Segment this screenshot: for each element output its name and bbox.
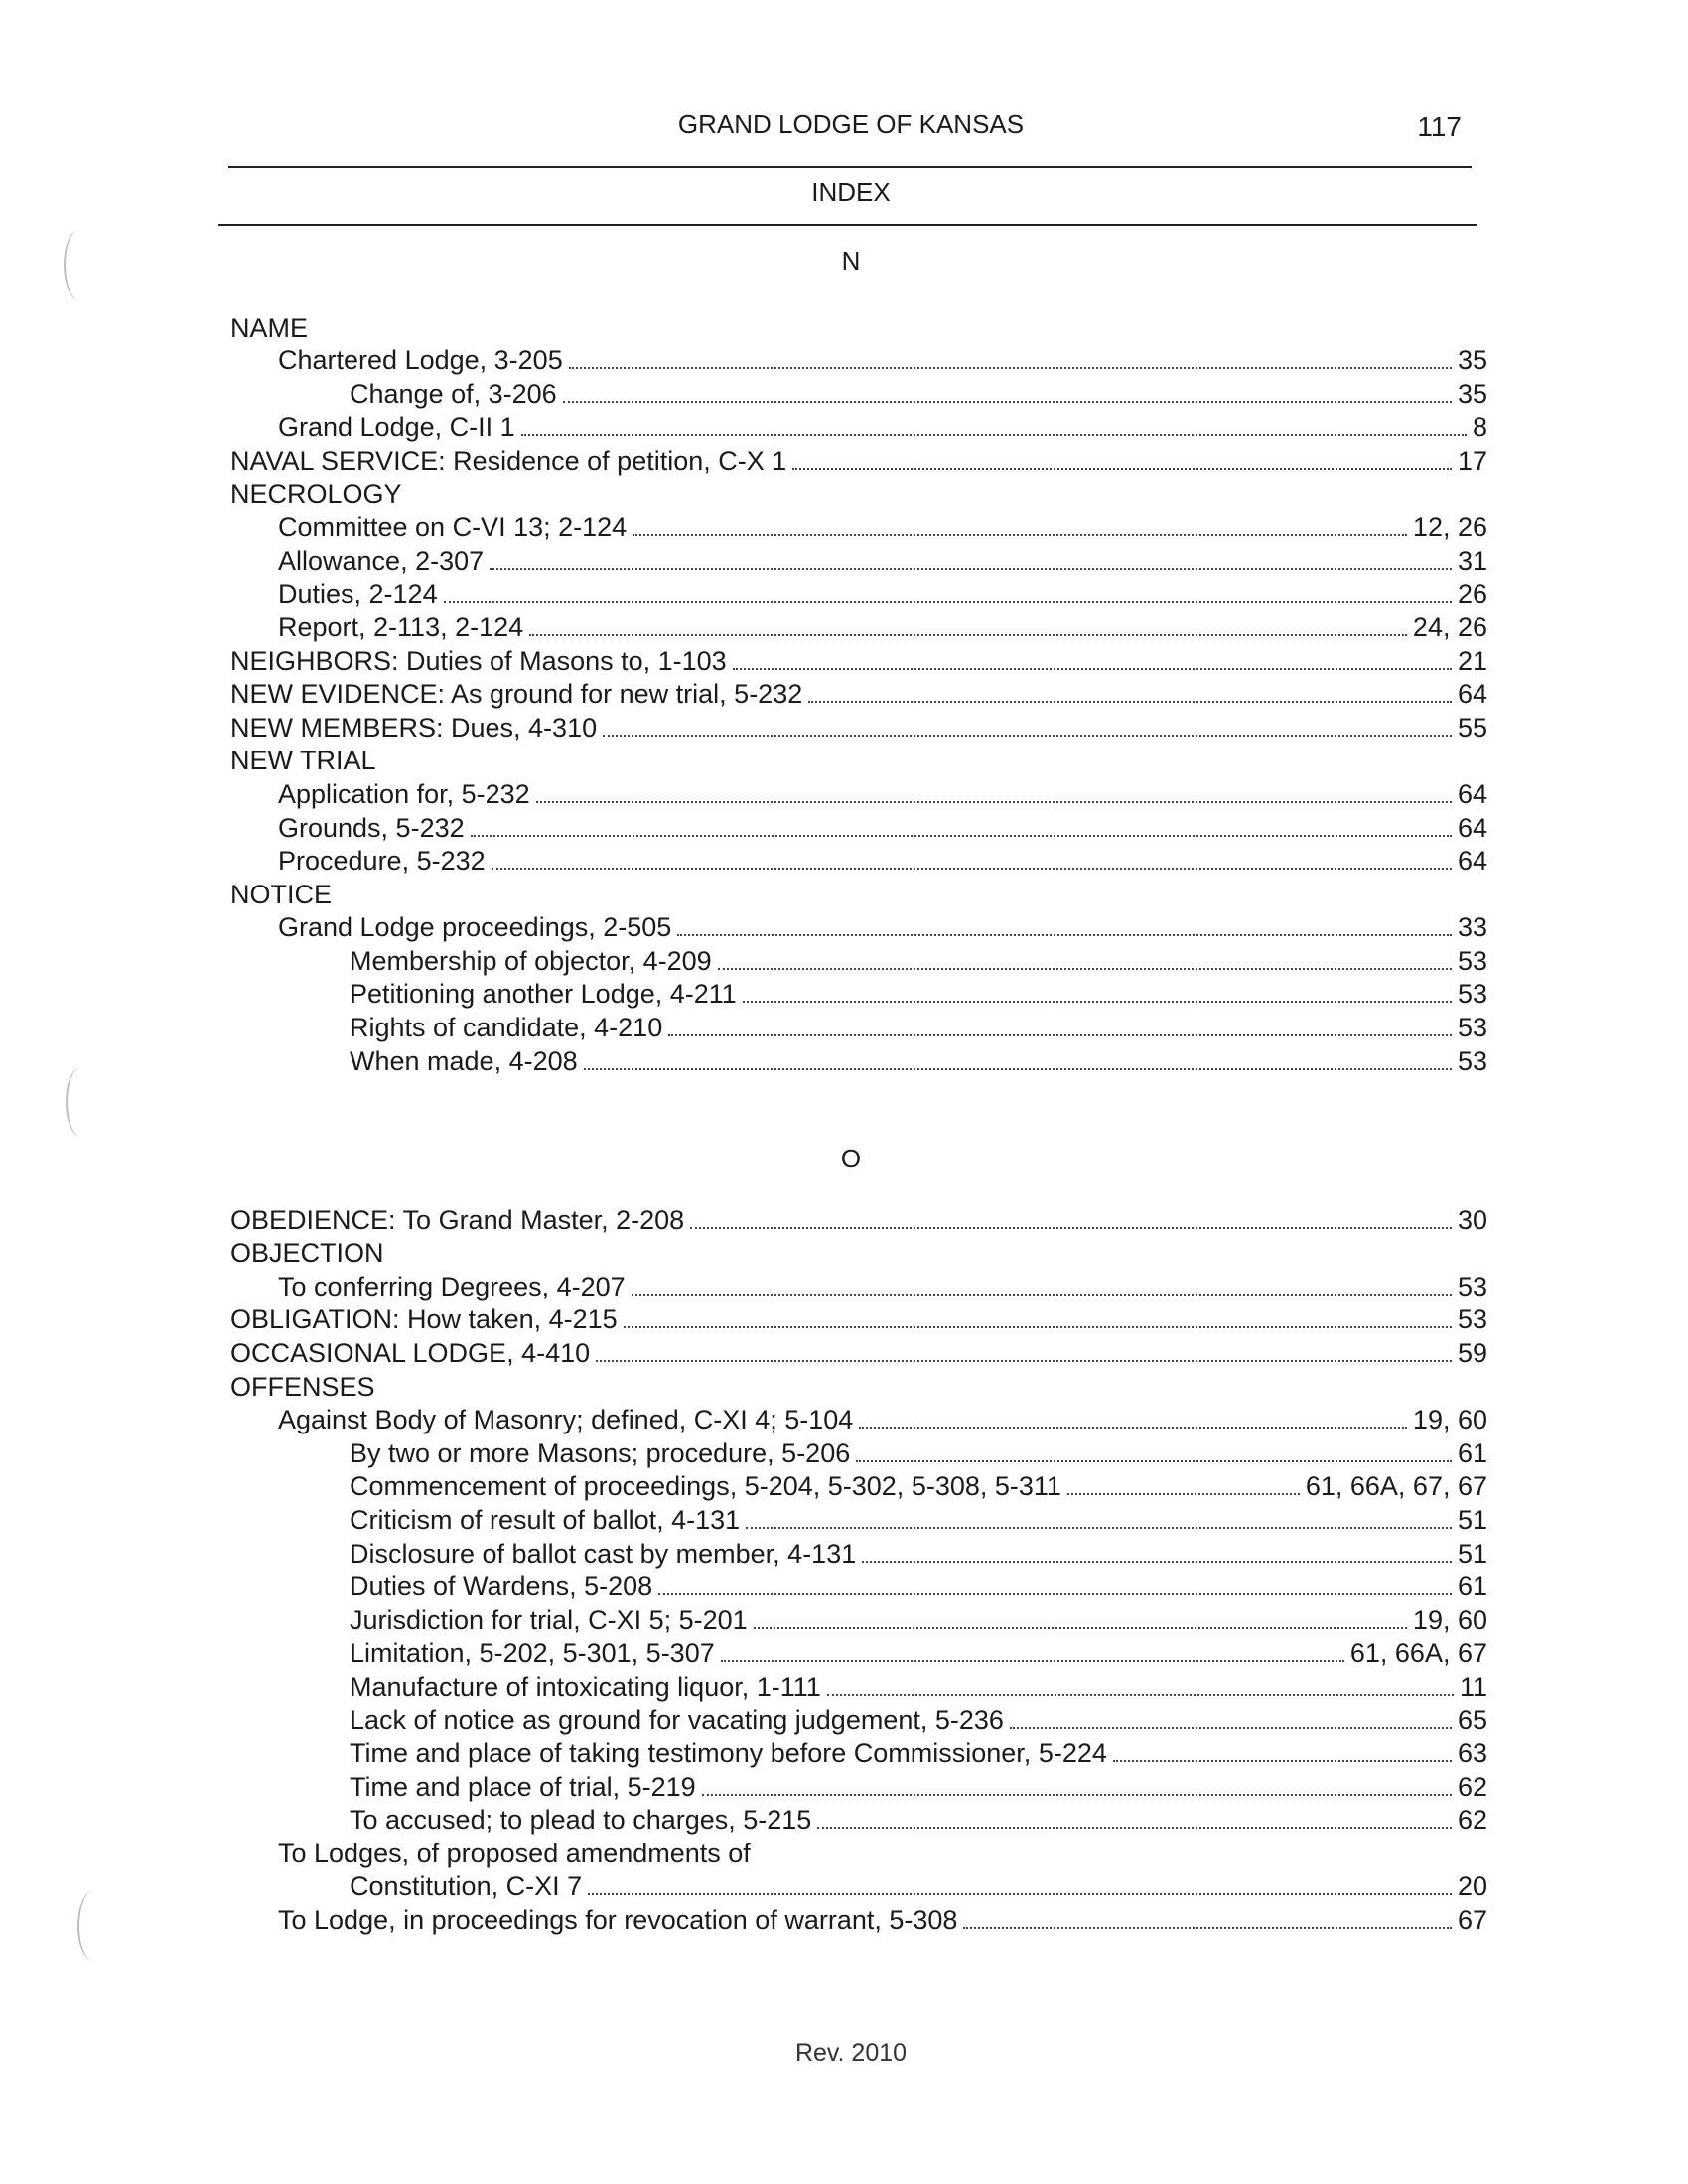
dot-leader <box>563 401 1452 403</box>
index-entry-pages: 53 <box>1457 945 1487 976</box>
index-entry-pages: 63 <box>1457 1738 1487 1769</box>
index-entry <box>230 678 1487 712</box>
index-entry-text: NAVAL SERVICE: Residence of petition, C-X 1 <box>230 445 787 476</box>
index-entry <box>230 1670 1487 1704</box>
index-entry-text: Disclosure of ballot cast by member, 4-131 <box>350 1538 857 1569</box>
index-entry-text: Change of, 3-206 <box>350 378 557 409</box>
dot-leader <box>733 668 1452 670</box>
index-entry <box>230 644 1487 678</box>
revision-footer: Rev. 2010 <box>794 2039 908 2067</box>
index-entry-pages: 59 <box>1457 1337 1487 1368</box>
dot-leader <box>529 634 1407 636</box>
index-entry-text: OCCASIONAL LODGE, 4-410 <box>230 1337 591 1368</box>
index-entry-pages: 64 <box>1457 679 1487 710</box>
index-entry-text: Petitioning another Lodge, 4-211 <box>350 979 737 1010</box>
index-entry-text: Against Body of Masonry; defined, C-XI 4; 5-104 <box>278 1405 854 1435</box>
index-entry <box>230 1870 1487 1904</box>
dot-leader <box>817 1827 1452 1829</box>
index-entry-text: OBEDIENCE: To Grand Master, 2-208 <box>230 1204 685 1235</box>
index-entry <box>230 578 1487 612</box>
index-entry-pages: 53 <box>1457 979 1487 1010</box>
index-entry-text: Limitation, 5-202, 5-301, 5-307 <box>350 1638 715 1669</box>
dot-leader <box>963 1927 1452 1929</box>
index-entry <box>230 944 1487 978</box>
index-entry-text: To conferring Degrees, 4-207 <box>278 1271 626 1301</box>
index-rule <box>218 224 1477 226</box>
index-entry-text: OFFENSES <box>230 1371 375 1402</box>
index-entry <box>230 1837 1487 1870</box>
index-entry-pages: 31 <box>1457 545 1487 576</box>
index-entry-text: Membership of objector, 4-209 <box>350 945 712 976</box>
dot-leader <box>588 1893 1452 1895</box>
dot-leader <box>603 735 1452 737</box>
index-entry <box>230 1470 1487 1504</box>
index-entry-text: Committee on C-VI 13; 2-124 <box>278 512 628 543</box>
index-entry-pages: 11 <box>1459 1671 1487 1702</box>
index-entry-pages: 8 <box>1472 412 1487 443</box>
dot-leader <box>632 1294 1452 1296</box>
index-entry-pages: 19, 60 <box>1412 1405 1487 1435</box>
index-entry-pages: 53 <box>1457 1271 1487 1301</box>
dot-leader <box>808 701 1452 703</box>
index-entry <box>230 444 1487 478</box>
index-entry <box>230 777 1487 811</box>
index-entry-text: NAME <box>230 312 309 342</box>
index-entry <box>230 1603 1487 1637</box>
header-rule <box>228 166 1472 168</box>
index-entry-pages: 61 <box>1457 1571 1487 1602</box>
dot-leader <box>862 1561 1452 1563</box>
index-entry-text: OBLIGATION: How taken, 4-215 <box>230 1304 618 1335</box>
index-entry-pages: 61, 66A, 67, 67 <box>1305 1471 1487 1502</box>
index-entry-text: Lack of notice as ground for vacating judgement, 5-236 <box>350 1705 1004 1735</box>
dot-leader <box>827 1694 1454 1696</box>
index-entry <box>230 1804 1487 1838</box>
dot-leader <box>633 534 1407 536</box>
index-entry-text: Allowance, 2-307 <box>278 545 485 576</box>
punch-hole-shadow <box>77 1891 109 1961</box>
dot-leader <box>471 835 1452 837</box>
index-entry-pages: 64 <box>1457 778 1487 809</box>
index-entry-text: Time and place of taking testimony before Commissioner, 5-224 <box>350 1738 1107 1769</box>
index-entry <box>230 311 1487 344</box>
index-entry-pages: 51 <box>1457 1504 1487 1535</box>
index-entry <box>230 1203 1487 1237</box>
dot-leader <box>856 1460 1452 1462</box>
index-entry <box>230 511 1487 545</box>
index-entry-pages: 21 <box>1457 645 1487 676</box>
index-entry-pages: 65 <box>1457 1705 1487 1735</box>
index-entry <box>230 1770 1487 1804</box>
index-entry-text: When made, 4-208 <box>350 1045 578 1076</box>
index-entry-pages: 30 <box>1457 1204 1487 1235</box>
index-entry-text: NEIGHBORS: Duties of Masons to, 1-103 <box>230 645 727 676</box>
index-section-n <box>230 311 1487 1078</box>
index-entry <box>230 1737 1487 1771</box>
index-entry-pages: 55 <box>1457 712 1487 743</box>
index-entry <box>230 1303 1487 1337</box>
punch-hole-shadow <box>64 230 95 300</box>
dot-leader <box>1067 1493 1300 1495</box>
index-entry-text: Time and place of trial, 5-219 <box>350 1771 696 1802</box>
index-entry-pages: 53 <box>1457 1013 1487 1043</box>
index-entry-pages: 62 <box>1457 1805 1487 1836</box>
index-entry-text: OBJECTION <box>230 1238 384 1269</box>
dot-leader <box>718 968 1452 970</box>
index-entry <box>230 1370 1487 1404</box>
index-entry-pages: 17 <box>1457 445 1487 476</box>
dot-leader <box>677 934 1452 936</box>
index-entry-pages: 64 <box>1457 846 1487 877</box>
index-entry <box>230 811 1487 845</box>
index-entry-text: To Lodge, in proceedings for revocation of warrant, 5-308 <box>278 1905 958 1936</box>
index-entry <box>230 1704 1487 1737</box>
index-entry-text: Commencement of proceedings, 5-204, 5-302, 5-308, 5-311 <box>350 1471 1061 1502</box>
index-entry <box>230 1570 1487 1604</box>
section-letter-o: O <box>840 1144 862 1173</box>
index-entry-text: Chartered Lodge, 3-205 <box>278 345 563 376</box>
index-section-o <box>230 1203 1487 1937</box>
index-entry-text: To accused; to plead to charges, 5-215 <box>350 1805 812 1836</box>
index-entry <box>230 611 1487 644</box>
dot-leader <box>536 801 1452 803</box>
index-entry <box>230 845 1487 879</box>
index-entry-text: Rights of candidate, 4-210 <box>350 1013 663 1043</box>
dot-leader <box>746 1527 1452 1529</box>
dot-leader <box>596 1360 1452 1362</box>
index-entry <box>230 544 1487 578</box>
index-entry <box>230 411 1487 445</box>
index-entry <box>230 1436 1487 1470</box>
index-entry-pages: 61, 66A, 67 <box>1349 1638 1487 1669</box>
index-entry-text: Procedure, 5-232 <box>278 846 486 877</box>
dot-leader <box>490 568 1452 570</box>
dot-leader <box>521 434 1467 436</box>
section-letter-n: N <box>841 246 861 276</box>
index-entry <box>230 1270 1487 1303</box>
index-entry-text: Constitution, C-XI 7 <box>350 1871 583 1902</box>
dot-leader <box>792 468 1452 470</box>
dot-leader <box>690 1227 1452 1229</box>
index-entry-text: Grounds, 5-232 <box>278 812 465 843</box>
index-entry-text: NEW EVIDENCE: As ground for new trial, 5-232 <box>230 679 803 710</box>
dot-leader <box>1113 1760 1452 1762</box>
page-header <box>230 107 1472 147</box>
index-entry-text: By two or more Masons; procedure, 5-206 <box>350 1437 851 1468</box>
index-entry-text: NECROLOGY <box>230 478 402 509</box>
index-entry <box>230 711 1487 745</box>
index-entry <box>230 1537 1487 1570</box>
dot-leader <box>1010 1727 1452 1729</box>
index-entry <box>230 1237 1487 1271</box>
index-entry <box>230 978 1487 1012</box>
index-entry-pages: 12, 26 <box>1412 512 1487 543</box>
index-entry-pages: 35 <box>1457 345 1487 376</box>
index-entry <box>230 1336 1487 1370</box>
index-entry-pages: 33 <box>1457 912 1487 943</box>
index-title: INDEX <box>811 177 891 206</box>
index-entry-text: Duties of Wardens, 5-208 <box>350 1571 653 1602</box>
index-entry <box>230 1637 1487 1671</box>
index-entry-pages: 51 <box>1457 1538 1487 1569</box>
index-entry-pages: 24, 26 <box>1412 612 1487 642</box>
index-entry-pages: 26 <box>1457 579 1487 610</box>
index-entry-text: Grand Lodge, C-II 1 <box>278 412 515 443</box>
index-entry-text: Jurisdiction for trial, C-XI 5; 5-201 <box>350 1604 748 1635</box>
index-entry <box>230 478 1487 511</box>
index-entry-text: Duties, 2-124 <box>278 579 438 610</box>
index-entry-text: NEW TRIAL <box>230 746 376 776</box>
dot-leader <box>658 1593 1452 1595</box>
index-entry-pages: 53 <box>1457 1045 1487 1076</box>
dot-leader <box>859 1427 1407 1429</box>
dot-leader <box>668 1034 1452 1036</box>
index-entry-pages: 64 <box>1457 812 1487 843</box>
dot-leader <box>492 868 1452 870</box>
index-entry <box>230 911 1487 945</box>
dot-leader <box>569 367 1452 369</box>
index-entry <box>230 344 1487 378</box>
index-entry-pages: 35 <box>1457 378 1487 409</box>
index-entry-pages: 61 <box>1457 1437 1487 1468</box>
index-entry-pages: 53 <box>1457 1304 1487 1335</box>
index-entry <box>230 878 1487 911</box>
index-entry-text: NEW MEMBERS: Dues, 4-310 <box>230 712 598 743</box>
dot-leader <box>702 1794 1452 1796</box>
dot-leader <box>624 1326 1452 1328</box>
index-entry <box>230 1503 1487 1537</box>
index-entry-text: Application for, 5-232 <box>278 778 530 809</box>
index-entry-text: Criticism of result of ballot, 4-131 <box>350 1504 741 1535</box>
dot-leader <box>584 1068 1452 1070</box>
index-entry-text: Report, 2-113, 2-124 <box>278 612 524 642</box>
index-entry-text: To Lodges, of proposed amendments of <box>278 1838 751 1868</box>
index-entry-pages: 62 <box>1457 1771 1487 1802</box>
index-entry <box>230 1903 1487 1937</box>
index-entry-text: NOTICE <box>230 879 333 909</box>
page-number: 117 <box>1417 111 1462 142</box>
index-entry-pages: 19, 60 <box>1412 1604 1487 1635</box>
index-entry-pages: 67 <box>1457 1905 1487 1936</box>
index-entry <box>230 377 1487 411</box>
index-entry-pages: 20 <box>1457 1871 1487 1902</box>
index-entry <box>230 1011 1487 1044</box>
dot-leader <box>721 1660 1344 1662</box>
dot-leader <box>743 1001 1452 1003</box>
index-entry <box>230 745 1487 778</box>
index-entry <box>230 1404 1487 1437</box>
index-entry-text: Manufacture of intoxicating liquor, 1-111 <box>350 1671 821 1702</box>
index-entry <box>230 1044 1487 1078</box>
index-entry-text: Grand Lodge proceedings, 2-505 <box>278 912 672 943</box>
running-header-title: GRAND LODGE OF KANSAS <box>677 109 1025 139</box>
dot-leader <box>444 601 1452 603</box>
dot-leader <box>754 1627 1407 1629</box>
punch-hole-shadow <box>66 1067 97 1137</box>
